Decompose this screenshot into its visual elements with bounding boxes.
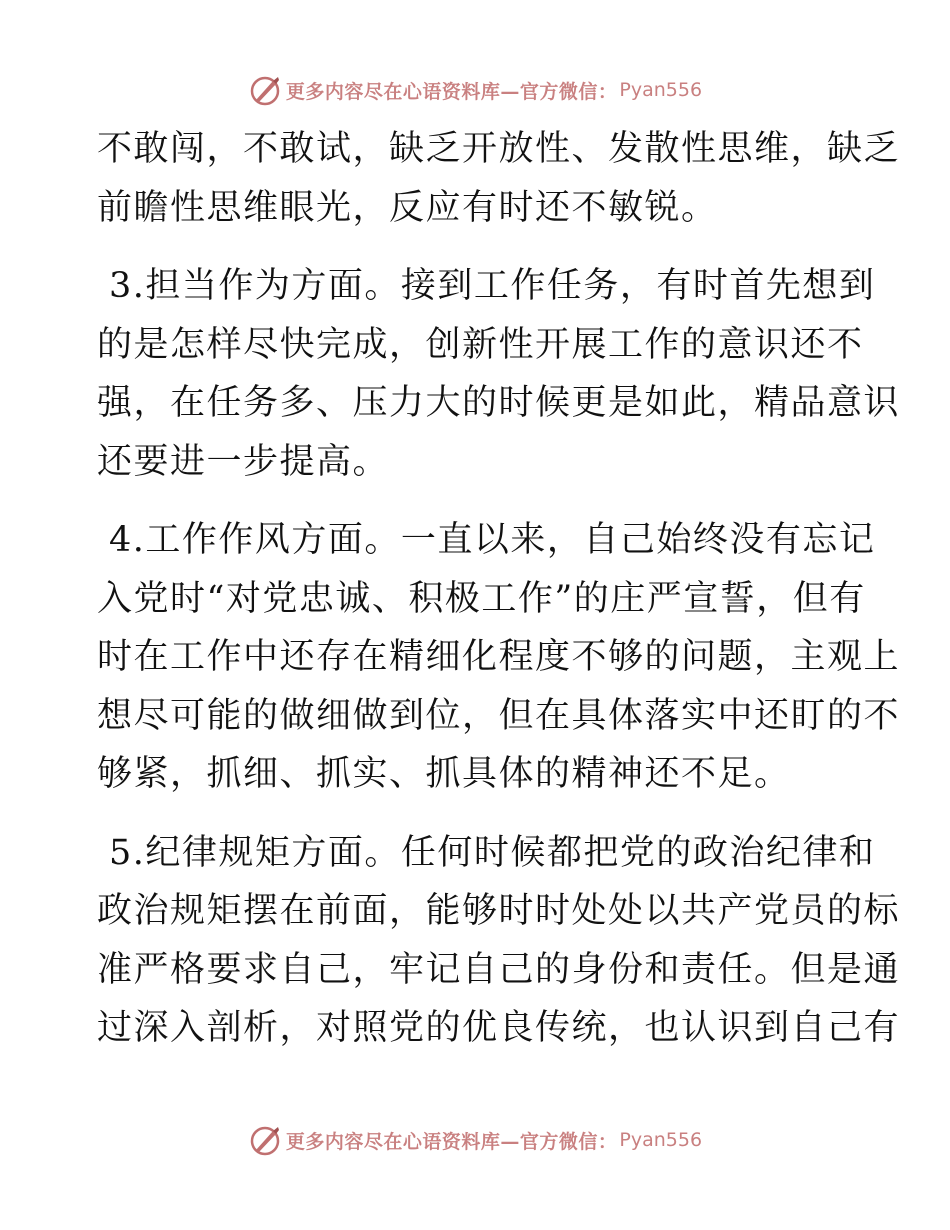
text-line: 还要进一步提高。	[97, 441, 390, 482]
header-watermark	[0, 70, 950, 110]
text-line: 时在工作中还存在精细化程度不够的问题，主观上	[97, 637, 901, 677]
text-line: 想尽可能的做细做到位，但在具体落实中还盯的不	[97, 695, 901, 736]
text-line: 前瞻性思维眼光，反应有时还不敏锐。	[97, 187, 718, 228]
paragraph	[97, 824, 901, 1058]
paragraph	[97, 257, 901, 491]
paragraph	[97, 120, 901, 237]
footer-watermark	[0, 1120, 950, 1160]
text-line: 入党时“对党忠诚、积极工作”的庄严宣誓，但有	[97, 578, 866, 619]
text-line: 够紧，抓细、抓实、抓具体的精神还不足。	[97, 754, 791, 794]
text-line: 4.工作作风方面。一直以来，自己始终没有忘记	[109, 520, 876, 560]
watermark-text: 更多内容尽在心语资料库—官方微信：	[285, 1130, 618, 1153]
text-line: 5.纪律规矩方面。任何时候都把党的政治纪律和	[109, 832, 876, 873]
text-line: 准严格要求自己，牢记自己的身份和责任。但是通	[97, 949, 901, 990]
quill-logo-icon	[248, 1123, 282, 1157]
watermark-text: 更多内容尽在心语资料库—官方微信：	[285, 80, 618, 103]
watermark-wechat-id: Pyan556	[619, 79, 703, 101]
text-line: 政治规矩摆在前面，能够时时处处以共产党员的标	[97, 891, 901, 931]
text-line: 不敢闯，不敢试，缺乏开放性、发散性思维，缺乏	[97, 129, 901, 169]
text-line: 强，在任务多、压力大的时候更是如此，精品意识	[97, 383, 901, 423]
watermark-wechat-id: Pyan556	[619, 1129, 703, 1151]
text-line: 3.担当作为方面。接到工作任务，有时首先想到	[109, 266, 876, 306]
paragraph	[97, 511, 901, 804]
text-line: 过深入剖析，对照党的优良传统，也认识到自己有	[97, 1008, 901, 1048]
document-body	[97, 120, 901, 1058]
text-line: 的是怎样尽快完成，创新性开展工作的意识还不	[97, 324, 864, 365]
quill-logo-icon	[248, 73, 282, 107]
